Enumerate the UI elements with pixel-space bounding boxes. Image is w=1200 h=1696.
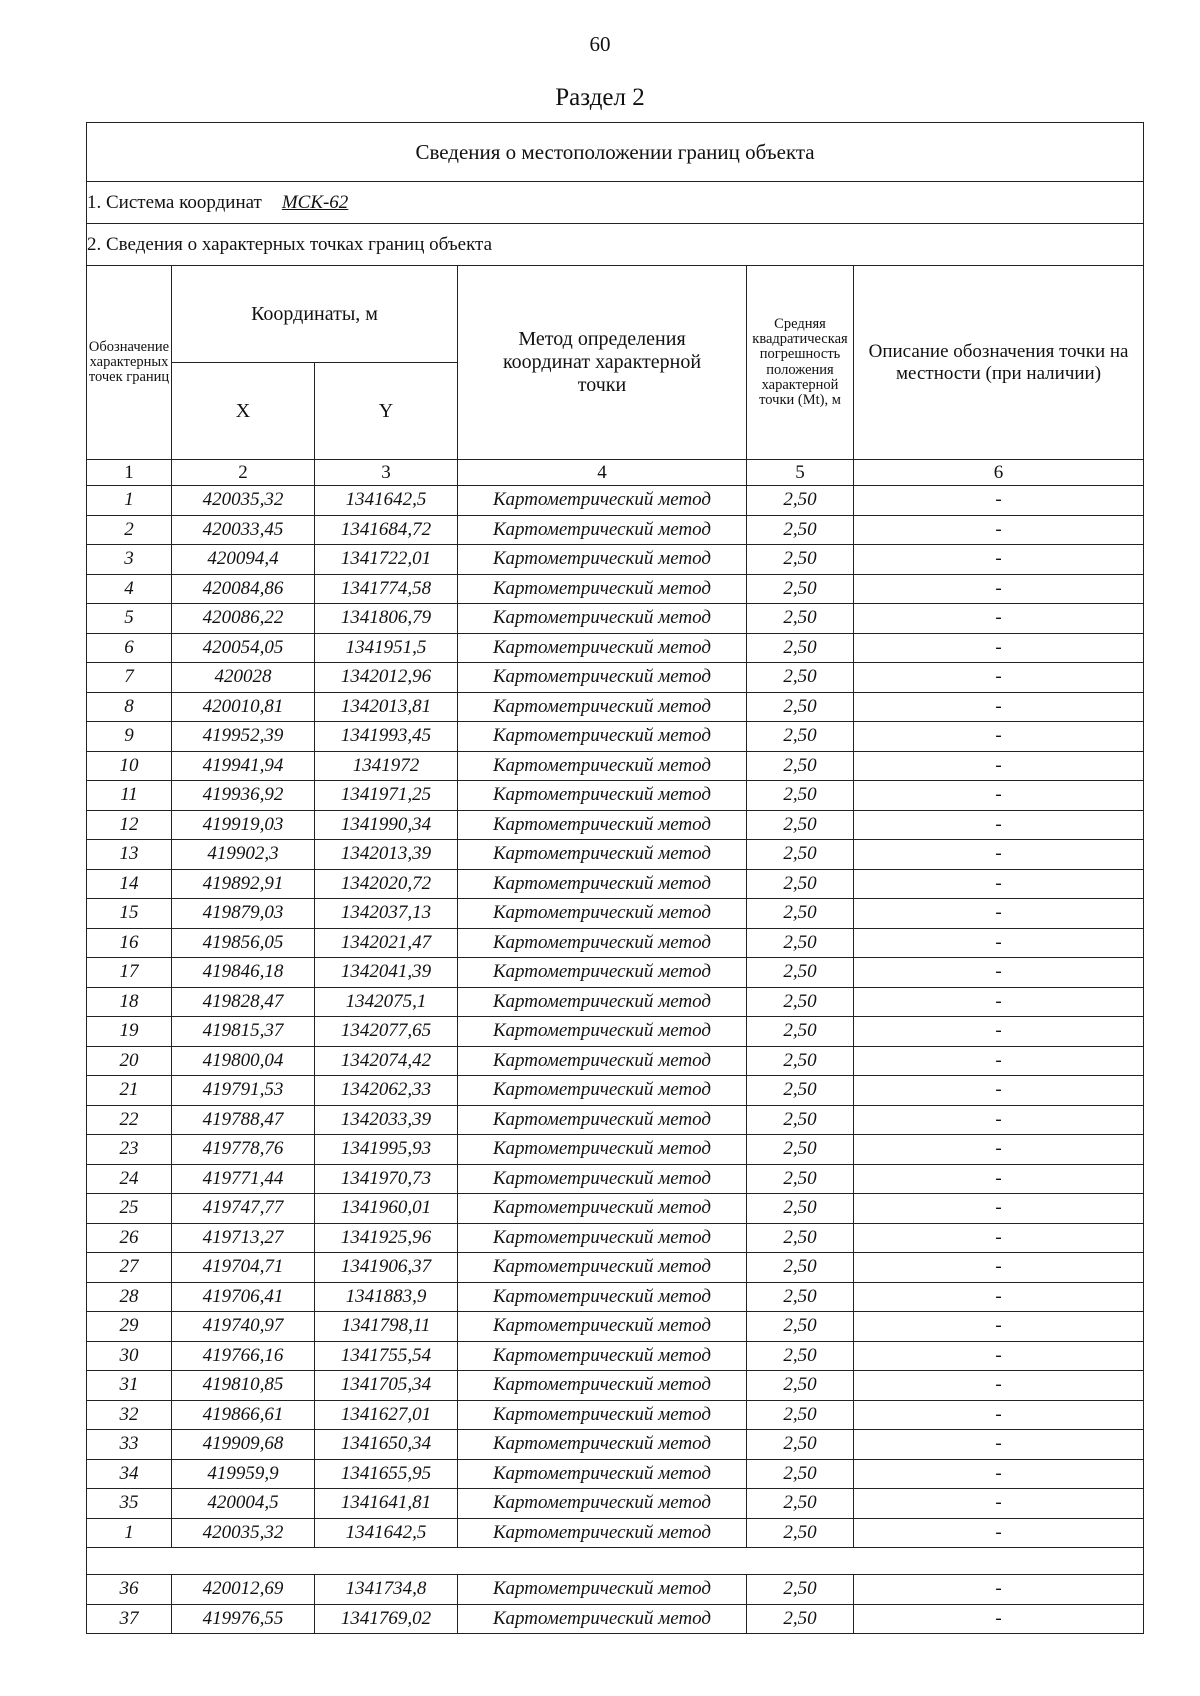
table-row xyxy=(87,1518,1144,1548)
method-cell: Картометрический метод xyxy=(458,1135,747,1165)
x-cell: 419941,94 xyxy=(172,751,315,781)
point-id-cell: 23 xyxy=(87,1135,172,1165)
x-cell: 419959,9 xyxy=(172,1459,315,1489)
method-cell: Картометрический метод xyxy=(458,1105,747,1135)
table-row xyxy=(87,486,1144,516)
error-cell: 2,50 xyxy=(747,1105,854,1135)
y-cell: 1341734,8 xyxy=(315,1575,458,1605)
y-cell: 1341990,34 xyxy=(315,810,458,840)
method-cell: Картометрический метод xyxy=(458,1518,747,1548)
method-cell: Картометрический метод xyxy=(458,899,747,929)
description-cell: - xyxy=(854,1430,1144,1460)
method-cell: Картометрический метод xyxy=(458,987,747,1017)
separator-cell xyxy=(87,1548,1144,1575)
description-cell: - xyxy=(854,1459,1144,1489)
x-cell: 420033,45 xyxy=(172,515,315,545)
y-cell: 1341641,81 xyxy=(315,1489,458,1519)
method-cell: Картометрический метод xyxy=(458,1223,747,1253)
point-id-cell: 29 xyxy=(87,1312,172,1342)
point-id-cell: 22 xyxy=(87,1105,172,1135)
method-cell: Картометрический метод xyxy=(458,810,747,840)
point-id-cell: 16 xyxy=(87,928,172,958)
method-cell: Картометрический метод xyxy=(458,751,747,781)
x-cell: 419800,04 xyxy=(172,1046,315,1076)
description-cell: - xyxy=(854,1135,1144,1165)
error-cell: 2,50 xyxy=(747,1223,854,1253)
y-cell: 1341655,95 xyxy=(315,1459,458,1489)
table-row xyxy=(87,1194,1144,1224)
method-cell: Картометрический метод xyxy=(458,1604,747,1634)
description-cell: - xyxy=(854,1282,1144,1312)
description-cell: - xyxy=(854,1312,1144,1342)
table-row xyxy=(87,1489,1144,1519)
y-cell: 1341642,5 xyxy=(315,486,458,516)
error-cell: 2,50 xyxy=(747,869,854,899)
point-id-cell: 7 xyxy=(87,663,172,693)
x-cell: 420084,86 xyxy=(172,574,315,604)
header-x: X xyxy=(172,363,315,460)
point-id-cell: 1 xyxy=(87,1518,172,1548)
header-description: Описание обозначения точки на местности (при наличии) xyxy=(854,266,1144,460)
y-cell: 1341769,02 xyxy=(315,1604,458,1634)
column-number-cell: 1 xyxy=(87,460,172,486)
error-cell: 2,50 xyxy=(747,810,854,840)
table-row xyxy=(87,722,1144,752)
y-cell: 1341774,58 xyxy=(315,574,458,604)
x-cell: 420035,32 xyxy=(172,1518,315,1548)
table-row xyxy=(87,1135,1144,1165)
y-cell: 1341906,37 xyxy=(315,1253,458,1283)
error-cell: 2,50 xyxy=(747,1489,854,1519)
point-id-cell: 17 xyxy=(87,958,172,988)
table-row xyxy=(87,899,1144,929)
y-cell: 1341722,01 xyxy=(315,545,458,575)
error-cell: 2,50 xyxy=(747,1400,854,1430)
error-cell: 2,50 xyxy=(747,515,854,545)
y-cell: 1341705,34 xyxy=(315,1371,458,1401)
table-row xyxy=(87,574,1144,604)
description-cell: - xyxy=(854,869,1144,899)
table-caption: Сведения о местоположении границ объекта xyxy=(87,123,1144,182)
y-cell: 1341684,72 xyxy=(315,515,458,545)
method-cell: Картометрический метод xyxy=(458,1575,747,1605)
description-cell: - xyxy=(854,663,1144,693)
y-cell: 1341806,79 xyxy=(315,604,458,634)
x-cell: 419856,05 xyxy=(172,928,315,958)
point-id-cell: 28 xyxy=(87,1282,172,1312)
description-cell: - xyxy=(854,1194,1144,1224)
description-cell: - xyxy=(854,810,1144,840)
error-cell: 2,50 xyxy=(747,574,854,604)
description-cell: - xyxy=(854,1164,1144,1194)
header-error: Средняя квадратическая погрешность положения характерной точки (Mt), м xyxy=(747,266,854,460)
column-number-cell: 2 xyxy=(172,460,315,486)
method-cell: Картометрический метод xyxy=(458,840,747,870)
method-cell: Картометрический метод xyxy=(458,781,747,811)
column-number-cell: 5 xyxy=(747,460,854,486)
error-cell: 2,50 xyxy=(747,987,854,1017)
method-cell: Картометрический метод xyxy=(458,545,747,575)
point-id-cell: 21 xyxy=(87,1076,172,1106)
error-cell: 2,50 xyxy=(747,1604,854,1634)
y-cell: 1341972 xyxy=(315,751,458,781)
table-row xyxy=(87,1017,1144,1047)
table-row xyxy=(87,633,1144,663)
y-cell: 1341798,11 xyxy=(315,1312,458,1342)
y-cell: 1342041,39 xyxy=(315,958,458,988)
error-cell: 2,50 xyxy=(747,899,854,929)
table-row xyxy=(87,1046,1144,1076)
method-cell: Картометрический метод xyxy=(458,1046,747,1076)
point-id-cell: 11 xyxy=(87,781,172,811)
description-cell: - xyxy=(854,1604,1144,1634)
coordinate-system-label: 1. Система координат xyxy=(87,191,262,213)
description-cell: - xyxy=(854,1253,1144,1283)
error-cell: 2,50 xyxy=(747,1430,854,1460)
y-cell: 1341970,73 xyxy=(315,1164,458,1194)
x-cell: 420035,32 xyxy=(172,486,315,516)
point-id-cell: 18 xyxy=(87,987,172,1017)
error-cell: 2,50 xyxy=(747,958,854,988)
error-cell: 2,50 xyxy=(747,781,854,811)
method-cell: Картометрический метод xyxy=(458,722,747,752)
point-id-cell: 9 xyxy=(87,722,172,752)
method-cell: Картометрический метод xyxy=(458,515,747,545)
point-id-cell: 37 xyxy=(87,1604,172,1634)
x-cell: 419788,47 xyxy=(172,1105,315,1135)
point-id-cell: 4 xyxy=(87,574,172,604)
point-id-cell: 34 xyxy=(87,1459,172,1489)
method-cell: Картометрический метод xyxy=(458,1253,747,1283)
table-row xyxy=(87,545,1144,575)
x-cell: 420086,22 xyxy=(172,604,315,634)
point-id-cell: 10 xyxy=(87,751,172,781)
header-coordinates: Координаты, м xyxy=(172,266,458,363)
error-cell: 2,50 xyxy=(747,692,854,722)
column-number-cell: 6 xyxy=(854,460,1144,486)
method-cell: Картометрический метод xyxy=(458,1194,747,1224)
x-cell: 419771,44 xyxy=(172,1164,315,1194)
error-cell: 2,50 xyxy=(747,663,854,693)
description-cell: - xyxy=(854,486,1144,516)
table-row xyxy=(87,1105,1144,1135)
coordinate-system-value: МСК-62 xyxy=(281,191,349,213)
x-cell: 419828,47 xyxy=(172,987,315,1017)
x-cell: 419976,55 xyxy=(172,1604,315,1634)
column-number-cell: 4 xyxy=(458,460,747,486)
description-cell: - xyxy=(854,1223,1144,1253)
error-cell: 2,50 xyxy=(747,1518,854,1548)
x-cell: 419706,41 xyxy=(172,1282,315,1312)
x-cell: 419866,61 xyxy=(172,1400,315,1430)
y-cell: 1342012,96 xyxy=(315,663,458,693)
x-cell: 420054,05 xyxy=(172,633,315,663)
point-id-cell: 32 xyxy=(87,1400,172,1430)
point-id-cell: 26 xyxy=(87,1223,172,1253)
x-cell: 419815,37 xyxy=(172,1017,315,1047)
description-cell: - xyxy=(854,987,1144,1017)
method-cell: Картометрический метод xyxy=(458,1430,747,1460)
table-row xyxy=(87,810,1144,840)
error-cell: 2,50 xyxy=(747,545,854,575)
method-cell: Картометрический метод xyxy=(458,692,747,722)
x-cell: 419919,03 xyxy=(172,810,315,840)
y-cell: 1341960,01 xyxy=(315,1194,458,1224)
y-cell: 1341627,01 xyxy=(315,1400,458,1430)
description-cell: - xyxy=(854,722,1144,752)
point-id-cell: 25 xyxy=(87,1194,172,1224)
point-id-cell: 33 xyxy=(87,1430,172,1460)
x-cell: 420010,81 xyxy=(172,692,315,722)
point-id-cell: 3 xyxy=(87,545,172,575)
x-cell: 419879,03 xyxy=(172,899,315,929)
method-cell: Картометрический метод xyxy=(458,1312,747,1342)
y-cell: 1342037,13 xyxy=(315,899,458,929)
y-cell: 1342075,1 xyxy=(315,987,458,1017)
method-cell: Картометрический метод xyxy=(458,928,747,958)
x-cell: 419791,53 xyxy=(172,1076,315,1106)
error-cell: 2,50 xyxy=(747,633,854,663)
x-cell: 419902,3 xyxy=(172,840,315,870)
description-cell: - xyxy=(854,1518,1144,1548)
y-cell: 1342062,33 xyxy=(315,1076,458,1106)
method-cell: Картометрический метод xyxy=(458,486,747,516)
table-row xyxy=(87,928,1144,958)
table-row xyxy=(87,1575,1144,1605)
error-cell: 2,50 xyxy=(747,1459,854,1489)
x-cell: 419766,16 xyxy=(172,1341,315,1371)
description-cell: - xyxy=(854,1489,1144,1519)
error-cell: 2,50 xyxy=(747,722,854,752)
method-cell: Картометрический метод xyxy=(458,958,747,988)
table-row xyxy=(87,1459,1144,1489)
description-cell: - xyxy=(854,1371,1144,1401)
description-cell: - xyxy=(854,928,1144,958)
table-row xyxy=(87,987,1144,1017)
table-row xyxy=(87,840,1144,870)
table-row xyxy=(87,1076,1144,1106)
point-id-cell: 27 xyxy=(87,1253,172,1283)
y-cell: 1341951,5 xyxy=(315,633,458,663)
x-cell: 419892,91 xyxy=(172,869,315,899)
x-cell: 420028 xyxy=(172,663,315,693)
table-row xyxy=(87,604,1144,634)
method-cell: Картометрический метод xyxy=(458,1400,747,1430)
method-cell: Картометрический метод xyxy=(458,1076,747,1106)
description-cell: - xyxy=(854,1076,1144,1106)
table-row xyxy=(87,958,1144,988)
error-cell: 2,50 xyxy=(747,1017,854,1047)
method-cell: Картометрический метод xyxy=(458,1459,747,1489)
description-cell: - xyxy=(854,840,1144,870)
point-id-cell: 35 xyxy=(87,1489,172,1519)
y-cell: 1341995,93 xyxy=(315,1135,458,1165)
header-designation: Обозначение характерных точек границ xyxy=(87,266,172,460)
table-row xyxy=(87,1312,1144,1342)
description-cell: - xyxy=(854,1400,1144,1430)
point-id-cell: 31 xyxy=(87,1371,172,1401)
x-cell: 420004,5 xyxy=(172,1489,315,1519)
error-cell: 2,50 xyxy=(747,486,854,516)
point-id-cell: 13 xyxy=(87,840,172,870)
point-id-cell: 8 xyxy=(87,692,172,722)
method-cell: Картометрический метод xyxy=(458,1371,747,1401)
point-id-cell: 20 xyxy=(87,1046,172,1076)
error-cell: 2,50 xyxy=(747,604,854,634)
point-id-cell: 5 xyxy=(87,604,172,634)
point-id-cell: 12 xyxy=(87,810,172,840)
y-cell: 1342021,47 xyxy=(315,928,458,958)
table-row xyxy=(87,1282,1144,1312)
method-cell: Картометрический метод xyxy=(458,574,747,604)
error-cell: 2,50 xyxy=(747,840,854,870)
x-cell: 419909,68 xyxy=(172,1430,315,1460)
method-cell: Картометрический метод xyxy=(458,1489,747,1519)
description-cell: - xyxy=(854,545,1144,575)
error-cell: 2,50 xyxy=(747,1164,854,1194)
y-cell: 1341883,9 xyxy=(315,1282,458,1312)
y-cell: 1341925,96 xyxy=(315,1223,458,1253)
description-cell: - xyxy=(854,574,1144,604)
header-y: Y xyxy=(315,363,458,460)
description-cell: - xyxy=(854,1105,1144,1135)
y-cell: 1341642,5 xyxy=(315,1518,458,1548)
y-cell: 1341971,25 xyxy=(315,781,458,811)
x-cell: 419810,85 xyxy=(172,1371,315,1401)
column-number-cell: 3 xyxy=(315,460,458,486)
y-cell: 1341650,34 xyxy=(315,1430,458,1460)
header-method: Метод определения координат характерной точки xyxy=(458,266,747,460)
table-row xyxy=(87,781,1144,811)
points-heading: 2. Сведения о характерных точках границ объекта xyxy=(87,224,1144,266)
error-cell: 2,50 xyxy=(747,1135,854,1165)
table-row xyxy=(87,692,1144,722)
table-row xyxy=(87,1253,1144,1283)
table-row xyxy=(87,515,1144,545)
description-cell: - xyxy=(854,899,1144,929)
description-cell: - xyxy=(854,692,1144,722)
x-cell: 419713,27 xyxy=(172,1223,315,1253)
table-row xyxy=(87,751,1144,781)
x-cell: 420012,69 xyxy=(172,1575,315,1605)
table-row xyxy=(87,1604,1144,1634)
x-cell: 419846,18 xyxy=(172,958,315,988)
description-cell: - xyxy=(854,633,1144,663)
y-cell: 1342074,42 xyxy=(315,1046,458,1076)
y-cell: 1341755,54 xyxy=(315,1341,458,1371)
error-cell: 2,50 xyxy=(747,1282,854,1312)
error-cell: 2,50 xyxy=(747,928,854,958)
separator-row xyxy=(87,1548,1144,1575)
coordinate-system-row xyxy=(87,182,1144,224)
x-cell: 419704,71 xyxy=(172,1253,315,1283)
method-cell: Картометрический метод xyxy=(458,1017,747,1047)
method-cell: Картометрический метод xyxy=(458,604,747,634)
error-cell: 2,50 xyxy=(747,1253,854,1283)
error-cell: 2,50 xyxy=(747,1046,854,1076)
error-cell: 2,50 xyxy=(747,1194,854,1224)
point-id-cell: 2 xyxy=(87,515,172,545)
description-cell: - xyxy=(854,1575,1144,1605)
table-row xyxy=(87,1430,1144,1460)
description-cell: - xyxy=(854,1017,1144,1047)
x-cell: 420094,4 xyxy=(172,545,315,575)
page-number: 60 xyxy=(589,32,611,56)
table-row xyxy=(87,663,1144,693)
error-cell: 2,50 xyxy=(747,1076,854,1106)
method-cell: Картометрический метод xyxy=(458,1164,747,1194)
y-cell: 1342033,39 xyxy=(315,1105,458,1135)
error-cell: 2,50 xyxy=(747,1371,854,1401)
method-cell: Картометрический метод xyxy=(458,663,747,693)
x-cell: 419778,76 xyxy=(172,1135,315,1165)
table-row xyxy=(87,1164,1144,1194)
point-id-cell: 36 xyxy=(87,1575,172,1605)
section-title: Раздел 2 xyxy=(555,84,645,111)
point-id-cell: 1 xyxy=(87,486,172,516)
table-row xyxy=(87,1371,1144,1401)
description-cell: - xyxy=(854,1046,1144,1076)
y-cell: 1342013,81 xyxy=(315,692,458,722)
table-row xyxy=(87,869,1144,899)
description-cell: - xyxy=(854,1341,1144,1371)
description-cell: - xyxy=(854,781,1144,811)
y-cell: 1341993,45 xyxy=(315,722,458,752)
point-id-cell: 30 xyxy=(87,1341,172,1371)
y-cell: 1342020,72 xyxy=(315,869,458,899)
error-cell: 2,50 xyxy=(747,1575,854,1605)
point-id-cell: 19 xyxy=(87,1017,172,1047)
x-cell: 419747,77 xyxy=(172,1194,315,1224)
x-cell: 419952,39 xyxy=(172,722,315,752)
description-cell: - xyxy=(854,751,1144,781)
error-cell: 2,50 xyxy=(747,1341,854,1371)
boundary-points-table xyxy=(86,122,1144,1634)
method-cell: Картометрический метод xyxy=(458,1282,747,1312)
point-id-cell: 6 xyxy=(87,633,172,663)
y-cell: 1342013,39 xyxy=(315,840,458,870)
table-row xyxy=(87,1400,1144,1430)
y-cell: 1342077,65 xyxy=(315,1017,458,1047)
method-cell: Картометрический метод xyxy=(458,633,747,663)
description-cell: - xyxy=(854,604,1144,634)
x-cell: 419936,92 xyxy=(172,781,315,811)
description-cell: - xyxy=(854,958,1144,988)
description-cell: - xyxy=(854,515,1144,545)
point-id-cell: 14 xyxy=(87,869,172,899)
method-cell: Картометрический метод xyxy=(458,869,747,899)
table-row xyxy=(87,1341,1144,1371)
method-cell: Картометрический метод xyxy=(458,1341,747,1371)
point-id-cell: 15 xyxy=(87,899,172,929)
error-cell: 2,50 xyxy=(747,751,854,781)
table-row xyxy=(87,1223,1144,1253)
error-cell: 2,50 xyxy=(747,1312,854,1342)
x-cell: 419740,97 xyxy=(172,1312,315,1342)
point-id-cell: 24 xyxy=(87,1164,172,1194)
column-numbers-row xyxy=(87,460,1144,486)
